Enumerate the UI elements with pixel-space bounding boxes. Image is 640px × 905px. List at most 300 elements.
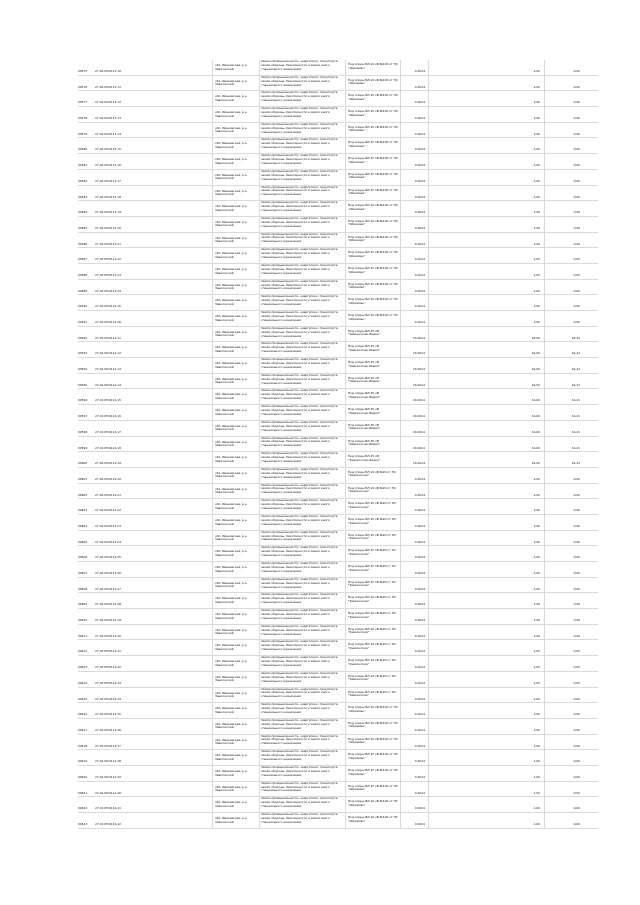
row-land-category: Земли промышленности, энергетики, транспорта, земли обороны, безопасности и земли иного специального назначения	[261, 687, 339, 699]
row-value-b: 0,00	[573, 305, 580, 309]
row-purpose: Под опоры ВЛ-10 кВ №20 от ПС "Заволжская"	[348, 565, 396, 572]
table-body	[78, 60, 598, 829]
row-land-category: Земли промышленности, энергетики, транспорта, земли обороны, безопасности и земли иного специального назначения	[261, 154, 339, 165]
row-area: 0,0014	[414, 132, 425, 136]
row-id: 00601	[78, 477, 88, 481]
row-location: обл. Ивановская, р-н Заволжский	[215, 675, 247, 683]
row-number-date: 27.04.05/0114-12	[95, 352, 121, 356]
row-id: 00598	[78, 430, 88, 434]
row-area: 0,0014	[414, 179, 425, 183]
row-id: 00585	[78, 226, 88, 230]
row-value-a: 1,00	[533, 242, 540, 246]
row-land-category: Земли промышленности, энергетики, транспорта, земли обороны, безопасности и земли иного специального назначения	[261, 546, 339, 558]
row-location: обл. Ивановская, р-н Заволжский	[215, 393, 247, 401]
row-area: 16,0014	[413, 399, 425, 403]
row-number-date: 27.04.05/0114-15	[95, 399, 121, 403]
table-row	[78, 656, 598, 672]
row-number-date: 27.04.05/0114-18	[95, 446, 121, 450]
row-id: 00589	[78, 289, 88, 293]
row-value-a: 1,00	[533, 697, 540, 701]
row-id: 00588	[78, 273, 88, 277]
row-purpose: Под опоры ВЛ-10 кВ №20 от ПС "Заволжская"	[348, 643, 396, 651]
row-value-a: 1,00	[533, 744, 540, 748]
row-land-category: Земли промышленности, энергетики, транспорта, земли обороны, безопасности и земли иного специального назначения	[261, 562, 339, 573]
row-value-a: 1,00	[533, 273, 540, 277]
row-location: обл. Ивановская, р-н Заволжский	[215, 644, 247, 652]
row-area: 0,0014	[414, 70, 425, 73]
table-row	[78, 531, 598, 547]
row-value-b: 0,00	[573, 807, 580, 811]
row-id: 00587	[78, 258, 88, 262]
row-land-category: Земли промышленности, энергетики, транспорта, земли обороны, безопасности и земли иного специального назначения	[261, 577, 339, 589]
row-location: обл. Ивановская, р-н Заволжский	[215, 95, 247, 102]
row-value-b: 0,00	[573, 666, 580, 670]
row-land-category: Земли промышленности, энергетики, транспорта, земли обороны, безопасности и земли иного специального назначения	[261, 467, 339, 479]
row-location: обл. Ивановская, р-н Заволжский	[215, 628, 247, 636]
row-value-a: 1,00	[533, 85, 540, 89]
row-number-date: 27.04.05/0113-16	[95, 164, 121, 168]
row-value-b: 0,00	[573, 556, 580, 560]
row-purpose: Под опоры ВЛ-10 кВ №100 от ПС "Абрамово"	[348, 172, 398, 180]
row-land-category: Земли промышленности, энергетики, транспорта, земли обороны, безопасности и земли иного специального назначения	[261, 718, 339, 730]
table-row	[78, 280, 598, 296]
row-purpose: Под опоры ВЛ-10 кВ №100 от ПС "Абрамово"	[348, 63, 398, 70]
row-location: обл. Ивановская, р-н Заволжский	[215, 424, 247, 432]
row-number-date: 27.04.05/0114-23	[95, 524, 121, 528]
table-row	[78, 452, 598, 468]
row-number-date: 27.04.05/0114-17	[95, 430, 121, 434]
row-area: 0,0014	[414, 572, 425, 575]
row-land-category: Земли промышленности, энергетики, транспорта, земли обороны, безопасности и земли иного специального назначения	[261, 232, 339, 244]
row-number-date: 27.04.05/0113-22	[95, 258, 121, 262]
row-land-category: Земли промышленности, энергетики, транспорта, земли обороны, безопасности и земли иного специального назначения	[261, 60, 339, 71]
row-location: обл. Ивановская, р-н Заволжский	[215, 377, 247, 385]
row-value-b: 0,00	[573, 101, 580, 105]
row-id: 00608	[78, 587, 88, 591]
row-id: 00621	[78, 791, 88, 795]
row-area: 0,0014	[414, 101, 425, 105]
row-purpose: Под опоры ВЛ-10 кВ №20 от ПС "Заволжская"	[348, 549, 396, 556]
row-land-category: Земли промышленности, энергетики, транспорта, земли обороны, безопасности и земли иного специального назначения	[261, 734, 339, 746]
row-number-date: 27.04.05/0114-16	[95, 415, 121, 419]
row-number-date: 27.04.05/0113-24	[95, 289, 121, 293]
row-purpose: Под опоры ВЛ-10 кВ №100 от ПС "Абрамово"	[348, 266, 398, 274]
table-row	[78, 138, 598, 154]
row-value-b: 0,00	[573, 477, 580, 481]
row-id: 00602	[78, 493, 88, 497]
row-area: 0,0014	[414, 791, 425, 795]
row-location: обл. Ивановская, р-н Заволжский	[215, 769, 247, 777]
row-number-date: 27.04.05/0114-29	[95, 619, 121, 623]
row-number-date: 27.04.05/0114-22	[95, 509, 121, 513]
row-location: обл. Ивановская, р-н Заволжский	[215, 205, 247, 212]
row-purpose: Под опоры ВЛ-10 кВ №100 от ПС "Абрамово"	[348, 282, 398, 290]
row-area: 0,0014	[414, 321, 425, 324]
row-number-date: 27.04.05/0113-20	[95, 226, 121, 230]
row-location: обл. Ивановская, р-н Заволжский	[215, 707, 247, 714]
row-land-category: Земли промышленности, энергетики, транспорта, земли обороны, безопасности и земли иного специального назначения	[261, 656, 339, 667]
row-land-category: Земли промышленности, энергетики, транспорта, земли обороны, безопасности и земли иного специального назначения	[261, 640, 339, 652]
row-number-date: 27.04.05/0114-31	[95, 650, 121, 654]
row-id: 00612	[78, 650, 88, 654]
row-location: обл. Ивановская, р-н Заволжский	[215, 111, 247, 118]
row-id: 00622	[78, 807, 88, 811]
row-location: обл. Ивановская, р-н Заволжский	[215, 330, 247, 338]
row-land-category: Земли промышленности, энергетики, транспорта, земли обороны, безопасности и земли иного специального назначения	[261, 703, 339, 714]
table-row	[78, 342, 598, 358]
table-row	[78, 578, 598, 594]
row-area: 0,0014	[414, 509, 425, 513]
row-purpose: Под опоры ВЛ-10 кВ №100 от ПС "Абрамово"	[348, 110, 398, 117]
row-id: 00609	[78, 603, 88, 607]
row-value-a: 1,00	[533, 775, 540, 779]
row-value-a: 1,00	[533, 619, 540, 623]
row-area: 16,0014	[413, 462, 425, 466]
row-id: 00616	[78, 713, 88, 717]
row-value-b: 0,00	[573, 540, 580, 544]
row-location: обл. Ивановская, р-н Заволжский	[215, 142, 247, 150]
row-value-b: 0,00	[573, 289, 580, 293]
row-id: 00605	[78, 540, 88, 544]
row-id: 00597	[78, 415, 88, 419]
row-value-b: 0,00	[573, 760, 580, 764]
row-location: обл. Ивановская, р-н Заволжский	[215, 722, 247, 730]
row-purpose: Под опоры ВЛ-35 кВ "Заволжская-Жарки"	[348, 439, 381, 447]
row-purpose: Под опоры ВЛ-10 кВ №100 от ПС "Абрамово"	[348, 219, 398, 227]
row-land-category: Земли промышленности, энергетики, транспорта, земли обороны, безопасности и земли иного специального назначения	[261, 138, 339, 150]
row-value-a: 1,00	[533, 509, 540, 513]
table-row	[78, 405, 598, 421]
row-area: 0,0014	[414, 226, 425, 230]
row-land-category: Земли промышленности, энергетики, транспорта, земли обороны, безопасности и земли иного специального назначения	[261, 107, 339, 118]
row-purpose: Под опоры ВЛ-35 кВ "Заволжская-Жарки"	[348, 329, 381, 337]
row-id: 00590	[78, 305, 88, 309]
row-area: 0,0014	[414, 117, 425, 121]
row-area: 0,0014	[414, 744, 425, 748]
row-value-a: 1,00	[533, 289, 540, 293]
row-area: 0,0014	[414, 477, 425, 481]
row-location: обл. Ивановская, р-н Заволжский	[215, 79, 247, 87]
table-row	[78, 719, 598, 735]
row-id: 00599	[78, 446, 88, 450]
row-value-a: 16,00	[531, 415, 540, 419]
row-number-date: 27.04.05/0114-21	[95, 493, 121, 497]
table-row	[78, 813, 598, 829]
table-row	[78, 248, 598, 264]
row-id: 00594	[78, 368, 88, 372]
row-number-date: 27.04.05/0114-38	[95, 760, 121, 764]
row-location: обл. Ивановская, р-н Заволжский	[215, 754, 247, 761]
row-number-date: 27.04.05/0114-30	[95, 634, 121, 638]
row-location: обл. Ивановская, р-н Заволжский	[215, 691, 247, 699]
row-id: 00613	[78, 666, 88, 670]
row-id: 00578	[78, 117, 88, 121]
row-purpose: Под опоры ВЛ-10 кВ №20 от ПС "Заволжская"	[348, 486, 396, 494]
row-id: 00592	[78, 336, 88, 340]
table-row	[78, 515, 598, 531]
row-value-a: 16,00	[531, 352, 540, 356]
row-value-b: 0,00	[573, 744, 580, 748]
row-id: 00581	[78, 164, 88, 168]
row-land-category: Земли промышленности, энергетики, транспорта, земли обороны, безопасности и земли иного специального назначения	[261, 373, 339, 385]
table-row	[78, 484, 598, 500]
table-row	[78, 421, 598, 437]
row-number-date: 27.04.05/0113-13	[95, 117, 121, 121]
row-number-date: 27.04.05/0113-14	[95, 132, 121, 136]
row-land-category: Земли промышленности, энергетики, транспорта, земли обороны, безопасности и земли иного специального назначения	[261, 295, 339, 307]
row-value-a: 1,00	[533, 493, 540, 497]
row-number-date: 27.04.05/0113-12	[95, 101, 121, 105]
table-row	[78, 233, 598, 249]
row-id: 00614	[78, 681, 88, 685]
row-value-b: 0,00	[573, 587, 580, 591]
row-area: 0,0014	[414, 681, 425, 685]
row-location: обл. Ивановская, р-н Заволжский	[215, 566, 247, 573]
row-value-a: 1,00	[533, 305, 540, 309]
row-number-date: 27.04.05/0114-27	[95, 587, 121, 591]
row-purpose: Под опоры ВЛ-10 кВ №20 от ПС "Заволжская"	[348, 674, 396, 682]
row-area: 16,0014	[413, 430, 425, 434]
row-location: обл. Ивановская, р-н Заволжский	[215, 267, 247, 275]
row-area: 16,0014	[413, 336, 425, 340]
row-number-date: 27.04.05/0114-35	[95, 713, 121, 717]
row-area: 0,0014	[414, 540, 425, 544]
row-number-date: 27.04.05/0114-42	[95, 823, 121, 826]
row-value-a: 1,00	[533, 540, 540, 544]
row-value-a: 1,00	[533, 179, 540, 183]
row-value-a: 1,00	[533, 132, 540, 136]
row-purpose: Под опоры ВЛ-10 кВ №20 от ПС "Заволжская"	[348, 627, 396, 635]
row-value-b: 16,41	[571, 446, 580, 450]
row-area: 0,0014	[414, 728, 425, 732]
row-purpose: Под опоры ВЛ-10 кВ №100 от ПС "Абрамово"	[348, 251, 398, 258]
row-land-category: Земли промышленности, энергетики, транспорта, земли обороны, безопасности и земли иного специального назначения	[261, 483, 339, 495]
row-id: 00577	[78, 101, 88, 105]
row-land-category: Земли промышленности, энергетики, транспорта, земли обороны, безопасности и земли иного специального назначения	[261, 122, 339, 134]
row-value-b: 0,00	[573, 273, 580, 277]
row-number-date: 27.04.05/0113-26	[95, 321, 121, 324]
row-area: 16,0014	[413, 383, 425, 387]
row-purpose: Под опоры ВЛ-10 кВ №100 от ПС "Абрамово"	[348, 753, 398, 760]
row-value-b: 0,00	[573, 117, 580, 121]
row-land-category: Земли промышленности, энергетики, транспорта, земли обороны, безопасности и земли иного специального назначения	[261, 405, 339, 416]
row-value-b: 16,41	[571, 430, 580, 434]
row-land-category: Земли промышленности, энергетики, транспорта, земли обороны, безопасности и земли иного специального назначения	[261, 452, 339, 463]
row-id: 00617	[78, 728, 88, 732]
row-land-category: Земли промышленности, энергетики, транспорта, земли обороны, безопасности и земли иного специального назначения	[261, 358, 339, 369]
row-number-date: 27.04.05/0114-36	[95, 728, 121, 732]
table-row	[78, 499, 598, 515]
row-id: 00604	[78, 524, 88, 528]
row-value-a: 16,00	[531, 399, 540, 403]
row-value-a: 1,00	[533, 728, 540, 732]
row-id: 00618	[78, 744, 88, 748]
table-row	[78, 217, 598, 233]
row-area: 0,0014	[414, 619, 425, 623]
row-land-category: Земли промышленности, энергетики, транспорта, земли обороны, безопасности и земли иного специального назначения	[261, 420, 339, 432]
row-value-b: 0,00	[573, 226, 580, 230]
row-purpose: Под опоры ВЛ-35 кВ "Заволжская-Жарки"	[348, 361, 381, 368]
row-land-category: Земли промышленности, энергетики, транспорта, земли обороны, безопасности и земли иного специального назначения	[261, 624, 339, 636]
row-purpose: Под опоры ВЛ-35 кВ "Заволжская-Жарки"	[348, 423, 381, 431]
row-purpose: Под опоры ВЛ-10 кВ №20 от ПС "Заволжская"	[348, 533, 396, 541]
row-id: 00595	[78, 383, 88, 387]
row-value-a: 1,00	[533, 258, 540, 262]
row-area: 0,0014	[414, 823, 425, 826]
row-area: 0,0014	[414, 807, 425, 811]
row-land-category: Земли промышленности, энергетики, транспорта, земли обороны, безопасности и земли иного специального назначения	[261, 514, 339, 526]
row-purpose: Под опоры ВЛ-10 кВ №20 от ПС "Заволжская"	[348, 612, 396, 619]
row-value-b: 0,00	[573, 728, 580, 732]
row-location: обл. Ивановская, р-н Заволжский	[215, 597, 247, 604]
row-land-category: Земли промышленности, энергетики, транспорта, земли обороны, безопасности и земли иного специального назначения	[261, 389, 339, 401]
row-area: 0,0014	[414, 713, 425, 717]
row-area: 0,0014	[414, 242, 425, 246]
row-number-date: 27.04.05/0114-33	[95, 681, 121, 685]
row-land-category: Земли промышленности, энергетики, транспорта, земли обороны, безопасности и земли иного специального назначения	[261, 326, 339, 338]
row-land-category: Земли промышленности, энергетики, транспорта, земли обороны, безопасности и земли иного специального назначения	[261, 216, 339, 228]
row-number-date: 27.04.05/0114-39	[95, 775, 121, 779]
table-row	[78, 797, 598, 813]
row-purpose: Под опоры ВЛ-10 кВ №100 от ПС "Абрамово"	[348, 141, 398, 149]
table-row	[78, 593, 598, 609]
row-purpose: Под опоры ВЛ-10 кВ №100 от ПС "Абрамово"	[348, 784, 398, 792]
table-row	[78, 766, 598, 782]
row-value-a: 1,00	[533, 321, 540, 324]
row-value-a: 1,00	[533, 148, 540, 152]
table-row	[78, 562, 598, 578]
row-number-date: 27.04.05/0114-41	[95, 807, 121, 811]
row-location: обл. Ивановская, р-н Заволжский	[215, 613, 247, 620]
row-purpose: Под опоры ВЛ-10 кВ №20 от ПС "Заволжская"	[348, 517, 396, 525]
table-row	[78, 672, 598, 688]
row-value-b: 0,00	[573, 321, 580, 324]
row-area: 0,0014	[414, 556, 425, 560]
row-value-a: 1,00	[533, 807, 540, 811]
table-row	[78, 468, 598, 484]
row-land-category: Земли промышленности, энергетики, транспорта, земли обороны, безопасности и земли иного специального назначения	[261, 797, 339, 809]
row-land-category: Земли промышленности, энергетики, транспорта, земли обороны, безопасности и земли иного специального назначения	[261, 813, 339, 824]
row-number-date: 27.04.05/0113-10	[95, 70, 121, 73]
table-row	[78, 295, 598, 311]
row-area: 0,0014	[414, 587, 425, 591]
table-row	[78, 750, 598, 766]
row-value-a: 16,00	[531, 430, 540, 434]
row-id: 00583	[78, 195, 88, 199]
row-number-date: 27.04.05/0114-34	[95, 697, 121, 701]
row-value-b: 0,00	[573, 619, 580, 623]
table-row	[78, 437, 598, 453]
row-location: обл. Ивановская, р-н Заволжский	[215, 346, 247, 353]
row-land-category: Земли промышленности, энергетики, транспорта, земли обороны, безопасности и земли иного специального назначения	[261, 499, 339, 511]
table-row	[78, 782, 598, 798]
row-value-b: 16,41	[571, 462, 580, 466]
row-value-b: 0,00	[573, 634, 580, 638]
row-number-date: 27.04.05/0114-26	[95, 572, 121, 575]
row-purpose: Под опоры ВЛ-10 кВ №100 от ПС "Абрамово"	[348, 235, 398, 243]
row-value-a: 16,00	[531, 446, 540, 450]
row-value-b: 0,00	[573, 258, 580, 262]
row-number-date: 27.04.05/0113-11	[95, 85, 121, 89]
row-value-a: 16,00	[531, 336, 540, 340]
row-value-a: 1,00	[533, 195, 540, 199]
row-value-a: 1,00	[533, 713, 540, 717]
row-area: 0,0014	[414, 195, 425, 199]
row-location: обл. Ивановская, р-н Заволжский	[215, 440, 247, 448]
row-location: обл. Ивановская, р-н Заволжский	[215, 817, 247, 824]
row-value-a: 1,00	[533, 101, 540, 105]
row-value-b: 16,41	[571, 383, 580, 387]
row-area: 0,0014	[414, 760, 425, 764]
row-land-category: Земли промышленности, энергетики, транспорта, земли обороны, безопасности и земли иного специального назначения	[261, 530, 339, 542]
row-location: обл. Ивановская, р-н Заволжский	[215, 581, 247, 589]
row-area: 0,0014	[414, 650, 425, 654]
row-location: обл. Ивановская, р-н Заволжский	[215, 158, 247, 165]
row-value-a: 1,00	[533, 211, 540, 215]
row-purpose: Под опоры ВЛ-35 кВ "Заволжская-Жарки"	[348, 455, 381, 462]
row-location: обл. Ивановская, р-н Заволжский	[215, 362, 247, 369]
row-value-a: 1,00	[533, 603, 540, 607]
row-location: обл. Ивановская, р-н Заволжский	[215, 189, 247, 197]
row-purpose: Под опоры ВЛ-10 кВ №100 от ПС "Абрамово"	[348, 800, 398, 807]
row-value-b: 0,00	[573, 85, 580, 89]
row-value-a: 1,00	[533, 681, 540, 685]
row-location: обл. Ивановская, р-н Заволжский	[215, 550, 247, 557]
row-value-b: 0,00	[573, 132, 580, 136]
row-id: 00596	[78, 399, 88, 403]
row-area: 0,0014	[414, 305, 425, 309]
row-value-a: 1,00	[533, 117, 540, 121]
row-land-category: Земли промышленности, энергетики, транспорта, земли обороны, безопасности и земли иного специального назначения	[261, 609, 339, 620]
row-number-date: 27.04.05/0113-19	[95, 211, 121, 215]
row-number-date: 27.04.05/0114-20	[95, 477, 121, 481]
row-land-category: Земли промышленности, энергетики, транспорта, земли обороны, безопасности и земли иного специального назначения	[261, 279, 339, 291]
row-location: обл. Ивановская, р-н Заволжский	[215, 409, 247, 416]
row-area: 0,0014	[414, 697, 425, 701]
table-row	[78, 688, 598, 704]
row-number-date: 27.04.05/0114-13	[95, 368, 121, 372]
table-row	[78, 640, 598, 656]
row-purpose: Под опоры ВЛ-10 кВ №20 от ПС "Заволжская"	[348, 580, 396, 588]
row-area: 0,0014	[414, 634, 425, 638]
row-id: 00603	[78, 509, 88, 513]
row-id: 00586	[78, 242, 88, 246]
row-value-b: 16,41	[571, 368, 580, 372]
row-area: 0,0014	[414, 493, 425, 497]
row-value-b: 0,00	[573, 195, 580, 199]
row-location: обл. Ивановская, р-н Заволжский	[215, 503, 247, 510]
row-purpose: Под опоры ВЛ-10 кВ №20 от ПС "Заволжская"	[348, 659, 396, 666]
row-value-b: 0,00	[573, 148, 580, 152]
row-id: 00610	[78, 619, 88, 623]
row-land-category: Земли промышленности, энергетики, транспорта, земли обороны, безопасности и земли иного специального назначения	[261, 263, 339, 275]
row-location: обл. Ивановская, р-н Заволжский	[215, 283, 247, 291]
row-value-a: 1,00	[533, 164, 540, 168]
row-value-b: 0,00	[573, 509, 580, 513]
row-purpose: Под опоры ВЛ-10 кВ №100 от ПС "Абрамово"	[348, 204, 398, 211]
row-area: 16,0014	[413, 415, 425, 419]
row-number-date: 27.04.05/0114-14	[95, 383, 121, 387]
row-area: 0,0014	[414, 775, 425, 779]
table-row	[78, 264, 598, 280]
row-number-date: 27.04.05/0114-37	[95, 744, 121, 748]
row-area: 0,0014	[414, 289, 425, 293]
row-purpose: Под опоры ВЛ-35 кВ "Заволжская-Жарки"	[348, 408, 381, 415]
row-id: 00579	[78, 132, 88, 136]
row-location: обл. Ивановская, р-н Заволжский	[215, 487, 247, 495]
table-row	[78, 546, 598, 562]
row-location: обл. Ивановская, р-н Заволжский	[215, 299, 247, 306]
